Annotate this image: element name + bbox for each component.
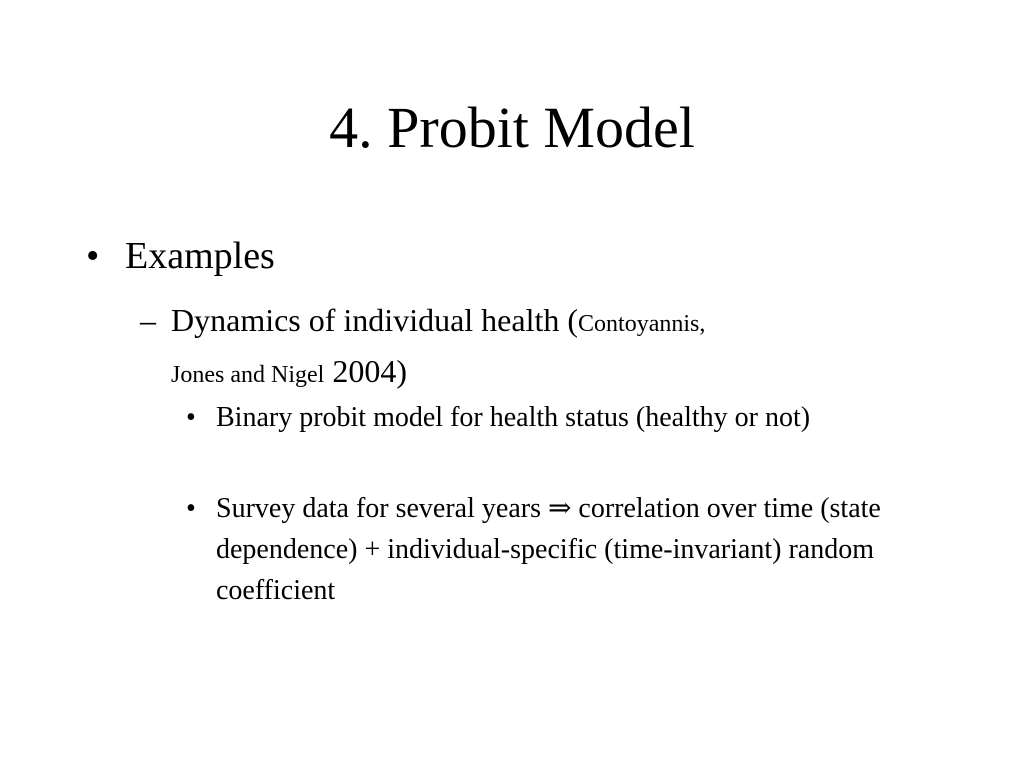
sub-bullet-dynamics-text xyxy=(171,297,900,399)
survey-data-text: Survey data for several years ⇒ correlation over time (state dependence) + individual-specific (time-invariant) random coefficient xyxy=(216,493,881,606)
bullet-icon: • xyxy=(186,402,196,433)
dynamics-text: Dynamics of individual health ( xyxy=(171,302,579,338)
sub-bullet-dynamics xyxy=(140,297,900,399)
sub-sub-bullet-binary-probit xyxy=(186,397,926,438)
citation-year: 2004) xyxy=(324,353,407,389)
bullet-examples xyxy=(86,234,275,280)
bullet-examples-text: Examples xyxy=(125,235,275,277)
citation-authors-2: Jones and Nigel xyxy=(171,362,325,388)
citation-authors-1: Contoyannis, xyxy=(578,311,706,337)
sub-sub-bullet-survey-data xyxy=(186,488,926,611)
bullet-icon: • xyxy=(86,235,100,277)
slide-title: 4. Probit Model xyxy=(329,95,695,160)
dash-icon: – xyxy=(140,302,156,338)
binary-probit-text: Binary probit model for health status (healthy or not) xyxy=(216,402,811,433)
bullet-icon: • xyxy=(186,493,196,524)
